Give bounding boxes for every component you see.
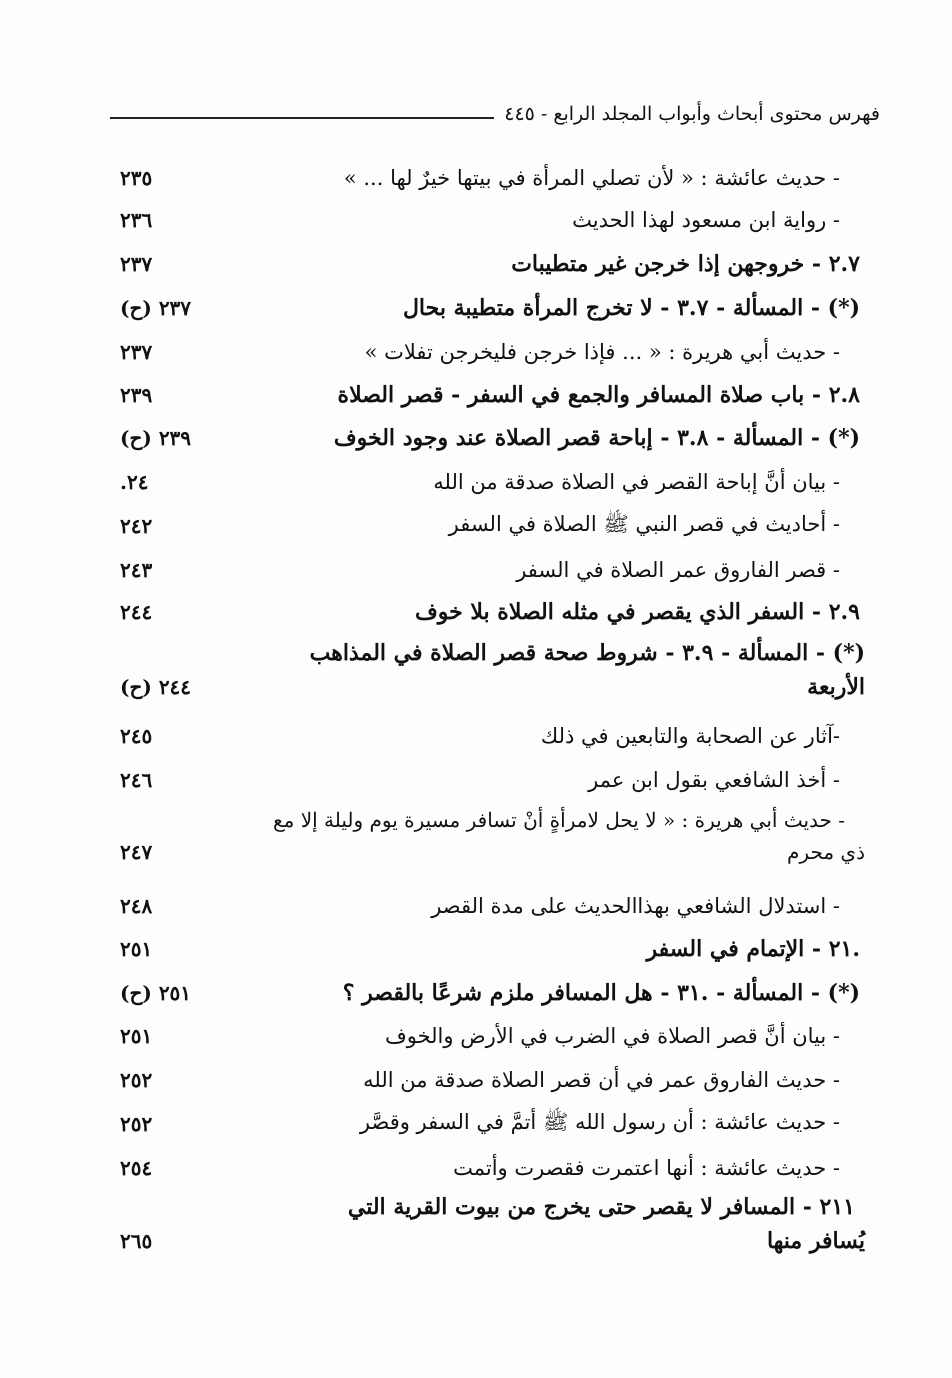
entry-page: ٢٦٥ [120,1229,153,1253]
entry-text-line1: ٢١١ - المسافر لا يقصر حتى يخرج من بيوت القرية التي [347,1194,855,1220]
entry-text: - أحاديث في قصر النبي ﷺ الصلاة في السفر [448,511,840,536]
toc-entry [120,334,860,370]
entry-text: - حديث أبي هريرة : « ... فإذا خرجن فليخرجن تفلات » [364,340,840,364]
entry-text: ٢.٩ - السفر الذي يقصر في مثله الصلاة بلا خوف [414,599,860,625]
entry-page: ٢٣٦ [120,208,153,232]
toc-entry [120,508,860,544]
header-rule [110,117,494,119]
toc-entry [120,1106,860,1142]
toc-entry [120,552,860,588]
entry-page: ٢٤. [120,470,149,494]
entry-text: - رواية ابن مسعود لهذا الحديث [572,208,840,232]
entry-text: (*) - المسألة - .٣١ - هل المسافر ملزم شرعًا بالقصر ؟ [342,980,860,1006]
entry-page: ٢٤٤ (ح) [120,675,192,699]
entry-text: - أخذ الشافعي بقول ابن عمر [588,768,840,792]
toc-entry [120,888,860,924]
toc-entry [120,1062,860,1098]
entry-text: - حديث عائشة : « لأن تصلي المرأة في بيتها خيرٌ لها ... » [343,166,840,190]
toc-entry [120,420,860,456]
entry-text: - قصر الفاروق عمر الصلاة في السفر [516,558,840,582]
toc-entry [120,1150,860,1186]
entry-page: ٢٤٢ [120,514,153,538]
entry-text-line2: يُسافر منها [766,1228,865,1254]
entry-page: ٢٤٤ [120,600,153,624]
entry-text: .٢١ - الإتمام في السفر [646,936,860,962]
entry-page: ٢٤٦ [120,768,153,792]
toc-entry [120,594,860,630]
entry-text: - حديث عائشة : أنها اعتمرت فقصرت وأتمت [453,1156,840,1180]
toc-entry [120,464,860,500]
toc-entry [120,290,860,326]
toc-entry [120,931,860,967]
entry-text: -آثار عن الصحابة والتابعين في ذلك [540,724,840,748]
toc-entry [120,246,860,282]
page-header [110,96,880,132]
entry-text: (*) - المسألة - ٣.٧ - لا تخرج المرأة متطيبة بحال [402,295,860,321]
toc-entry [120,377,860,413]
entry-page: ٢٣٩ (ح) [120,426,192,450]
entry-page: ٢٤٥ [120,724,153,748]
toc-entry [120,1194,865,1254]
toc-entry [120,718,860,754]
toc-entry [120,975,860,1011]
entry-page: ٢٣٩ [120,383,153,407]
entry-text-line1: (*) - المسألة - ٣.٩ - شروط صحة قصر الصلاة في المذاهب [309,640,865,666]
entry-page: ٢٥٢ [120,1112,153,1136]
entry-text-line2: الأربعة [807,674,865,700]
entry-page: ٢٣٥ [120,166,153,190]
entry-page: ٢٣٧ [120,252,153,276]
entry-text: - حديث الفاروق عمر في أن قصر الصلاة صدقة من الله [363,1068,840,1092]
entry-text: ٢.٧ - خروجهن إذا خرجن غير متطيبات [511,251,860,277]
toc-entry [120,160,860,196]
entry-page: ٢٥١ [120,937,153,961]
entry-page: ٢٥٢ [120,1068,153,1092]
entry-text: ٢.٨ - باب صلاة المسافر والجمع في السفر - قصر الصلاة [337,382,860,408]
entry-page: ٢٣٧ [120,340,153,364]
header-title: فهرس محتوى أبحاث وأبواب المجلد الرابع - ٤٤٥ [504,103,880,125]
entry-page: ٢٤٧ [120,840,153,864]
entry-text: - بيان أنَّ إباحة القصر في الصلاة صدقة من الله [433,470,840,494]
toc-entry [120,1018,860,1054]
toc-entry [120,640,865,700]
entry-page: ٢٤٨ [120,894,153,918]
entry-text: - استدلال الشافعي بهذاالحديث على مدة القصر [431,894,840,918]
entry-text: - بيان أنَّ قصر الصلاة في الضرب في الأرض والخوف [384,1024,840,1048]
entry-page: ٢٥٤ [120,1156,153,1180]
entry-page: ٢٥١ (ح) [120,981,192,1005]
entry-text-line2: ذي محرم [787,840,865,864]
toc-entry [120,808,865,864]
entry-text-line1: - حديث أبي هريرة : « لا يحل لامرأةٍ أنْ تسافر مسيرة يوم وليلة إلا مع [272,808,845,832]
entry-page: ٢٤٣ [120,558,153,582]
entry-text: - حديث عائشة : أن رسول الله ﷺ أتمَّ في السفر وقصَّر [359,1109,840,1134]
entry-page: ٢٥١ [120,1024,153,1048]
toc-entry [120,762,860,798]
entry-page: ٢٣٧ (ح) [120,296,192,320]
toc-entry [120,202,860,238]
entry-text: (*) - المسألة - ٣.٨ - إباحة قصر الصلاة عند وجود الخوف [333,425,860,451]
